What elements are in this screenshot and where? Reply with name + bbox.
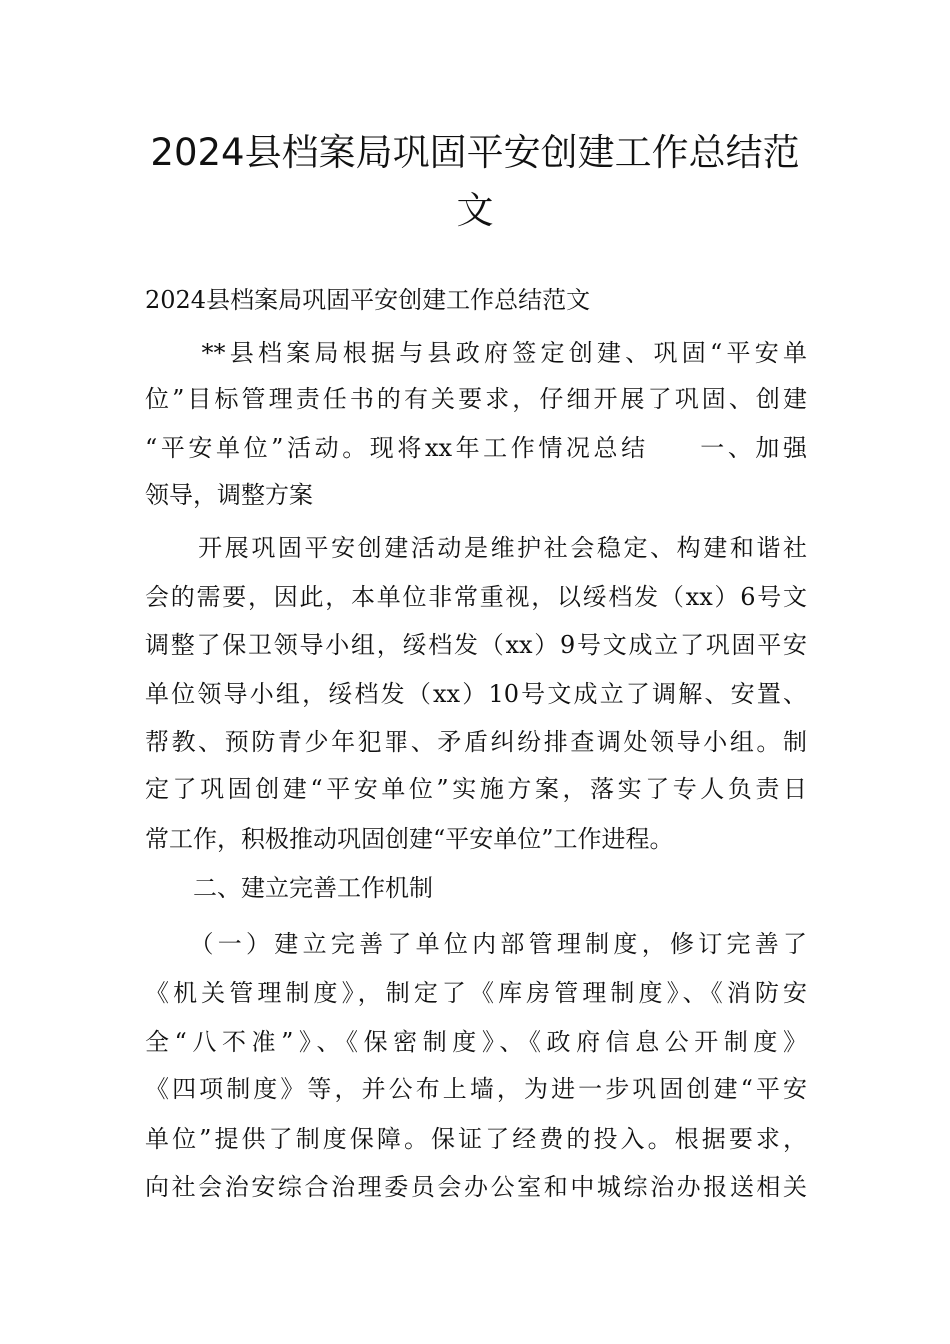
body-line: 调整了保卫领导小组，绥档发（xx）9号文成立了巩固平安: [145, 631, 807, 659]
body-line: 领导，调整方案: [145, 481, 313, 509]
subtitle-line: 2024县档案局巩固平安创建工作总结范文: [145, 286, 591, 314]
body-line: 开展巩固平安创建活动是维护社会稳定、构建和谐社: [145, 534, 807, 562]
section-heading-inline: 一、加强: [696, 434, 808, 462]
body-line: 《四项制度》等，并公布上墙，为进一步巩固创建“平安: [145, 1075, 807, 1103]
body-line: 单位领导小组，绥档发（xx）10号文成立了调解、安置、: [145, 680, 807, 708]
body-line: 会的需要，因此，本单位非常重视，以绥档发（xx）6号文: [145, 583, 807, 611]
body-line: 单位”提供了制度保障。保证了经费的投入。根据要求，: [145, 1125, 807, 1153]
title-line: 文: [456, 189, 494, 232]
body-line: 《机关管理制度》，制定了《库房管理制度》、《消防安: [145, 979, 807, 1007]
body-line: 全“八不准”》、《保密制度》、《政府信息公开制度》: [145, 1028, 807, 1056]
body-line: 位”目标管理责任书的有关要求，仔细开展了巩固、创建: [145, 385, 807, 413]
body-text: “平安单位”活动。现将xx年工作情况总结: [145, 434, 649, 462]
body-line: [145, 432, 807, 464]
body-line: 向社会治安综合治理委员会办公室和中城综治办报送相关: [145, 1173, 807, 1201]
document-title: [140, 124, 810, 240]
title-line: 2024县档案局巩固平安创建工作总结范: [150, 131, 800, 174]
body-line: **县档案局根据与县政府签定创建、巩固“平安单: [145, 339, 807, 367]
body-line: 常工作，积极推动巩固创建“平安单位”工作进程。: [145, 825, 674, 853]
section-heading: 二、建立完善工作机制: [145, 874, 433, 902]
body-line: （一）建立完善了单位内部管理制度，修订完善了: [145, 930, 807, 958]
body-line: 帮教、预防青少年犯罪、矛盾纠纷排查调处领导小组。制: [145, 728, 807, 756]
body-line: 定了巩固创建“平安单位”实施方案，落实了专人负责日: [145, 775, 807, 803]
